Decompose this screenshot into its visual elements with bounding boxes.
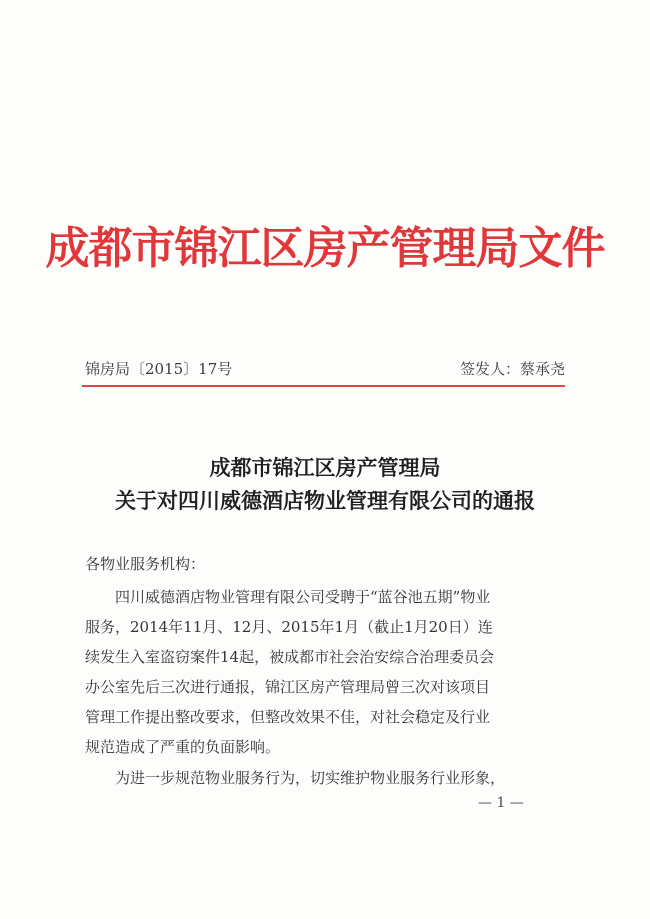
red-divider-line — [82, 385, 565, 387]
paragraph-line: 续发生入室盗窃案件14起，被成都市社会治安综合治理委员会 — [85, 648, 495, 666]
paragraph-line: 办公室先后三次进行通报，锦江区房产管理局曾三次对该项目 — [85, 678, 491, 696]
paragraph-1 — [85, 582, 563, 762]
paragraph-line: 四川威德酒店物业管理有限公司受聘于“蓝谷池五期”物业 — [85, 588, 491, 606]
paragraph-line: 为进一步规范物业服务行为，切实维护物业服务行业形象， — [85, 769, 506, 787]
notice-title — [0, 451, 650, 517]
page-number: — 1 — — [478, 795, 524, 811]
paragraph-2 — [85, 763, 563, 793]
document-meta-row — [85, 358, 565, 384]
paragraph-line: 服务，2014年11月、12月、2015年1月（截止1月20日）连 — [85, 618, 493, 636]
salutation: 各物业服务机构： — [85, 555, 206, 573]
paragraph-line: 管理工作提出整改要求，但整改效果不佳，对社会稳定及行业 — [85, 708, 491, 726]
document-header-title: 成都市锦江区房产管理局文件 — [45, 223, 605, 274]
signer: 签发人：蔡承尧 — [459, 360, 565, 378]
notice-title-line-1: 成都市锦江区房产管理局 — [209, 455, 441, 480]
paragraph-line: 规范造成了严重的负面影响。 — [85, 738, 281, 756]
notice-title-line-2: 关于对四川威德酒店物业管理有限公司的通报 — [115, 488, 535, 513]
document-number: 锦房局〔2015〕17号 — [85, 360, 233, 378]
